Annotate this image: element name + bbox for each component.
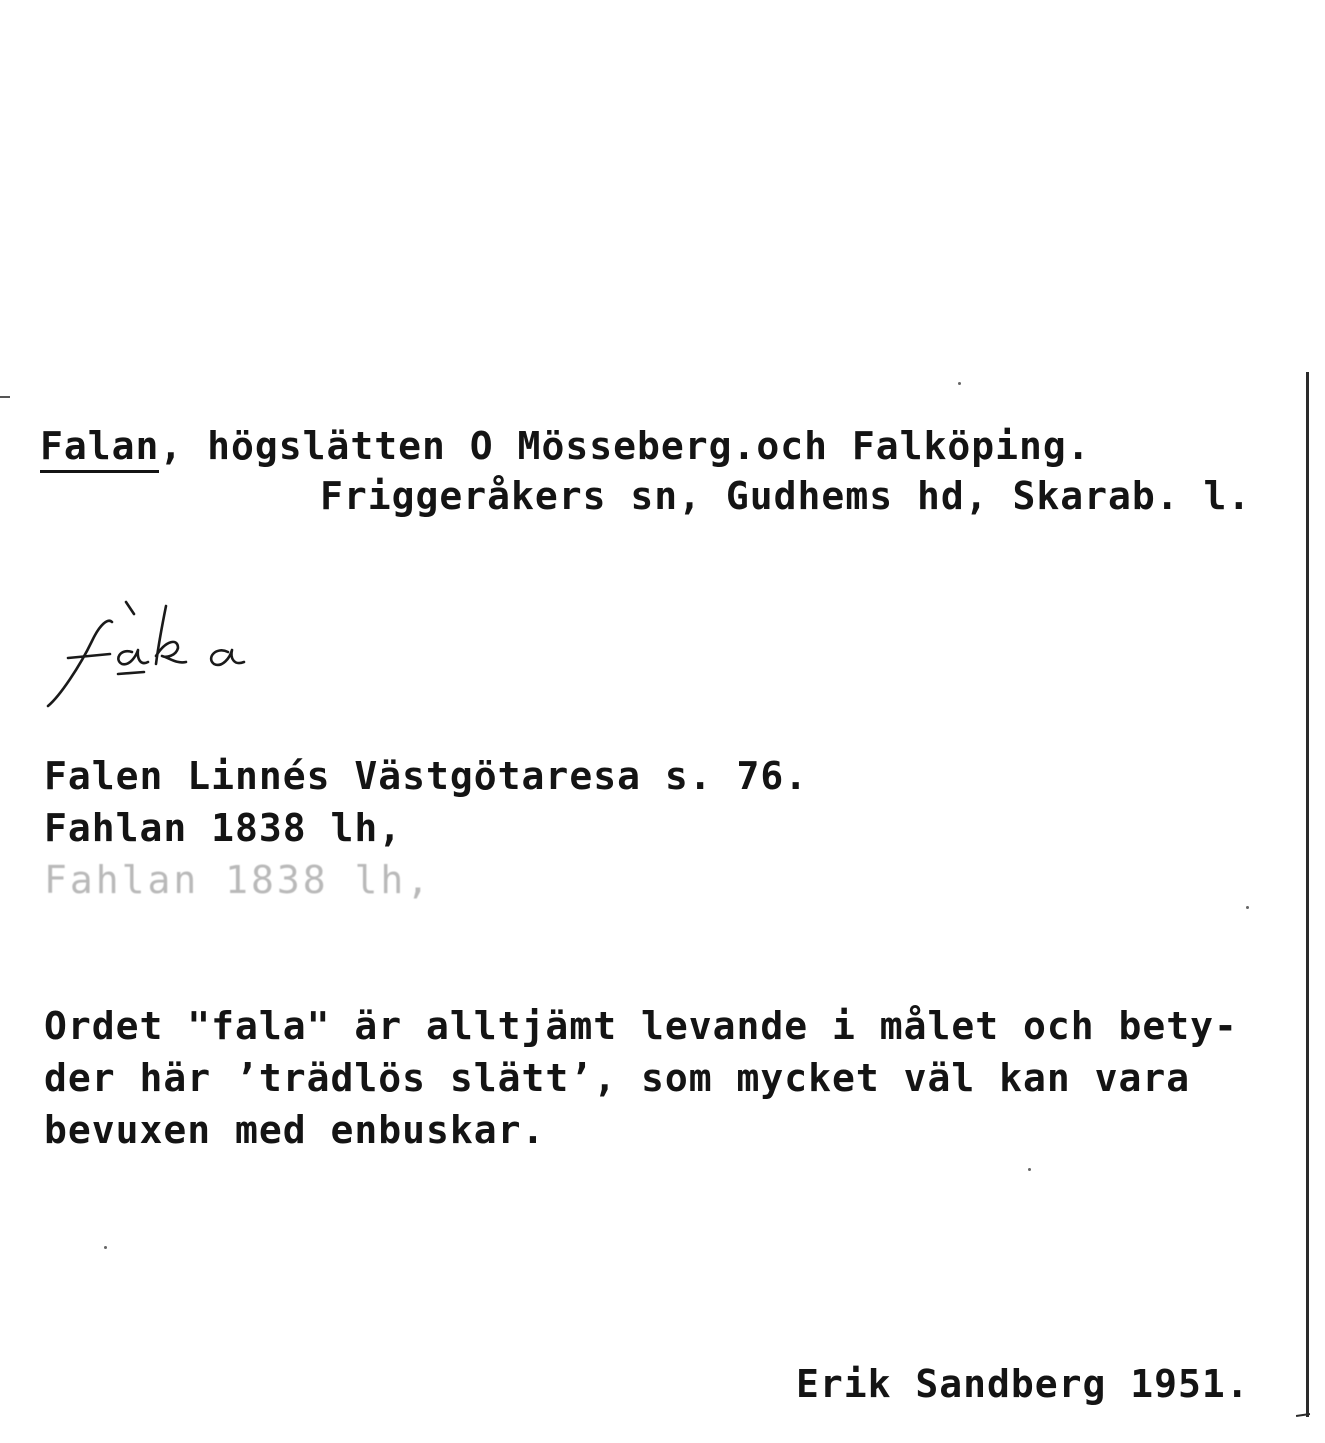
edge-mark bbox=[0, 396, 10, 398]
signature: Erik Sandberg 1951. bbox=[796, 1362, 1250, 1406]
historical-form-1: Falen Linnés Västgötaresa s. 76. bbox=[44, 754, 809, 798]
note-line-2: der här ’trädlös slätt’, som mycket väl kan vara bbox=[44, 1056, 1191, 1100]
card-right-edge bbox=[1306, 372, 1309, 1417]
paper-speck bbox=[1028, 1168, 1031, 1171]
heading-description: , högslätten O Mösseberg.och Falköping. bbox=[159, 424, 1091, 468]
faded-line: Fahlan 1838 lh, bbox=[44, 858, 433, 902]
headword: Falan bbox=[40, 424, 159, 473]
note-line-3: bevuxen med enbuskar. bbox=[44, 1108, 546, 1152]
note-line-1: Ordet "fala" är alltjämt levande i målet och bety- bbox=[44, 1004, 1238, 1048]
paper-speck bbox=[104, 1246, 107, 1249]
location-line: Friggeråkers sn, Gudhems hd, Skarab. l. bbox=[320, 474, 1252, 518]
heading-line bbox=[40, 424, 1091, 468]
paper-speck bbox=[1246, 906, 1249, 909]
handwritten-pronunciation bbox=[40, 596, 310, 716]
historical-form-2: Fahlan 1838 lh, bbox=[44, 806, 403, 850]
paper-speck bbox=[958, 382, 961, 385]
